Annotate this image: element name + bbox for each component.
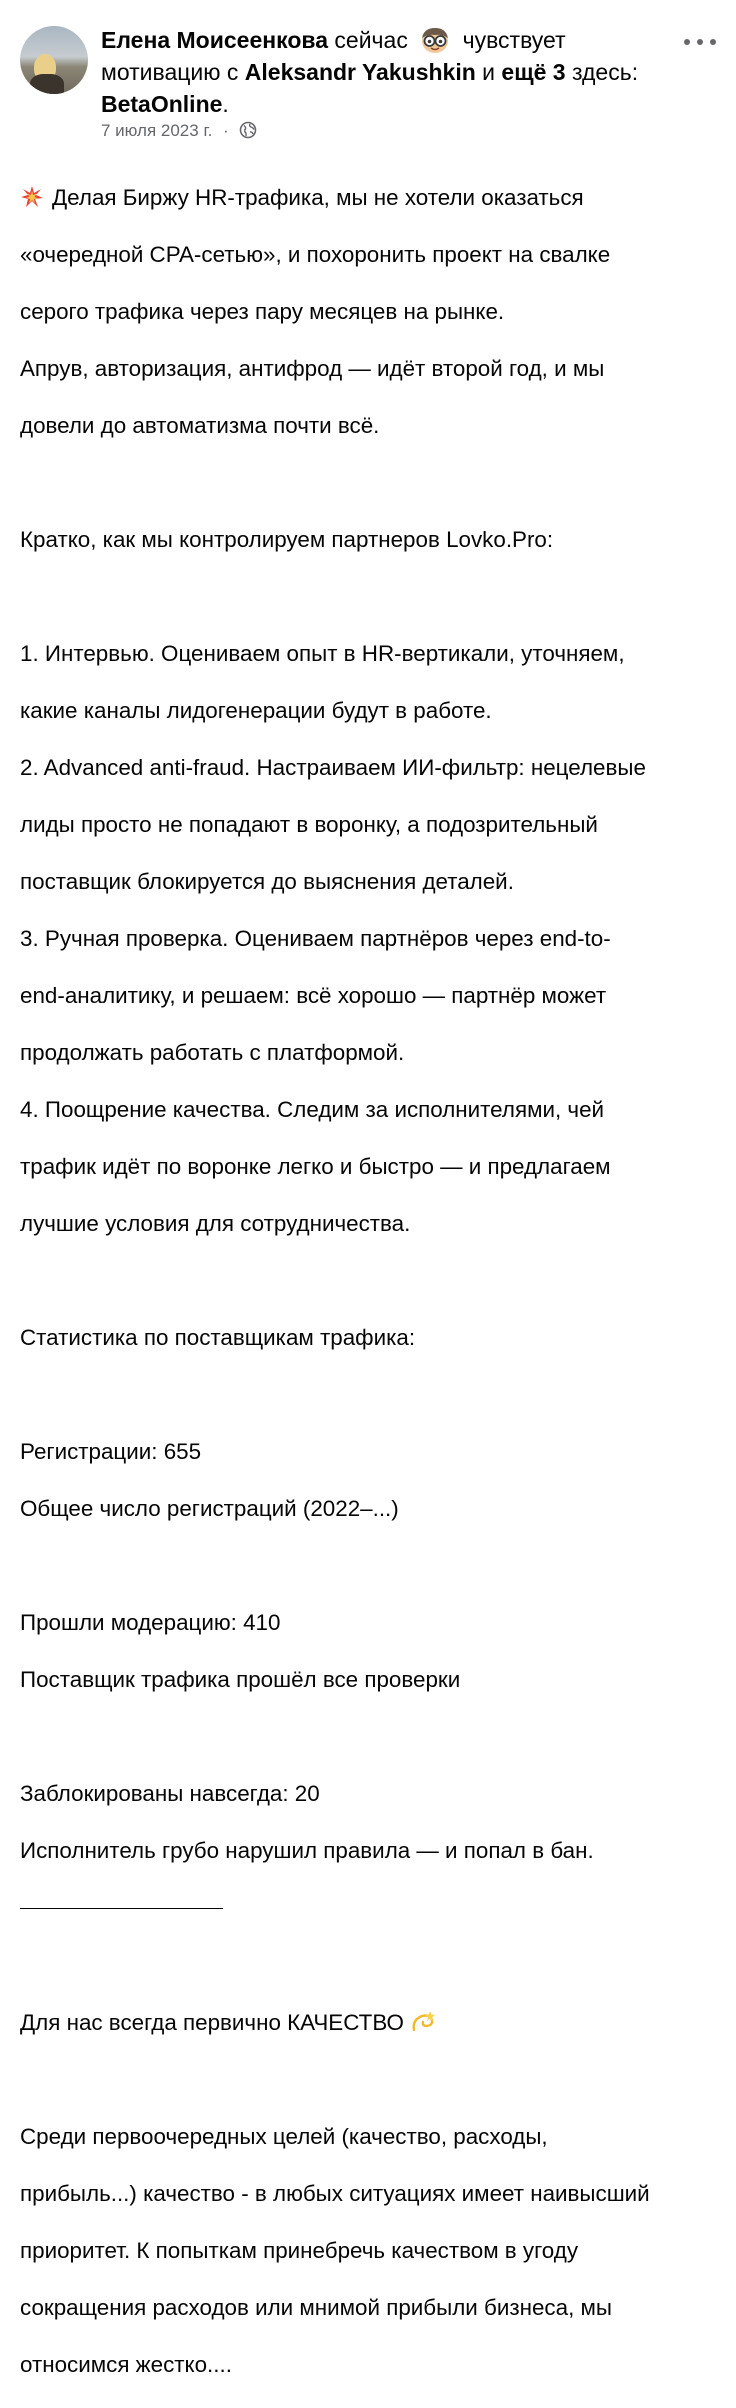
more-options-button[interactable] (680, 28, 720, 56)
post-blank-line (20, 1267, 720, 1296)
post-header (0, 0, 736, 150)
post-blank-line (20, 583, 720, 612)
post-line-4: довели до автоматизма почти всё. (20, 412, 380, 438)
post-line-3: Апрув, авторизация, антифрод — идёт второй год, и мы (20, 355, 605, 381)
dizzy-emoji-icon (410, 2008, 438, 2036)
post-line-0: Делая Биржу HR-трафика, мы не хотели оказаться (20, 184, 720, 213)
stat-blocked: Заблокированы навсегда: 20 (20, 1780, 320, 1806)
author-line (101, 24, 681, 120)
globe-icon[interactable] (239, 121, 257, 139)
stat-moderated-note: Поставщик трафика прошёл все проверки (20, 1666, 461, 1692)
feeling-object: мотивацию с (101, 59, 239, 85)
post-blank-line (20, 2066, 720, 2095)
post-blank-line (20, 1552, 720, 1581)
feeling-verb: чувствует (462, 27, 566, 53)
post-line-17: трафик идёт по воронке легко и быстро — и предлагаем (20, 1153, 611, 1179)
post-closing-line-5: относимся жестко.... (20, 2351, 232, 2377)
meta-separator: · (223, 121, 229, 140)
post-meta (101, 120, 257, 142)
location-period: . (222, 91, 229, 117)
post-closing-line-2: прибыль...) качество - в любых ситуациях имеет наивысший (20, 2180, 650, 2206)
post-line-2: серого трафика через пару месяцев на рынке. (20, 298, 505, 324)
location-prefix: здесь: (571, 59, 639, 85)
conjunction: и (482, 59, 496, 85)
post-line-1: «очередной CPA-сетью», и похоронить проект на свалке (20, 241, 611, 267)
author-avatar[interactable] (20, 26, 88, 94)
post-closing-line-4: сокращения расходов или мнимой прибыли бизнеса, мы (20, 2294, 613, 2320)
post-blank-line (20, 1381, 720, 1410)
more-horizontal-icon (683, 38, 717, 46)
post-line-14: end-аналитику, и решаем: всё хорошо — партнёр может (20, 982, 607, 1008)
post-line-11: лиды просто не попадают в воронку, а подозрительный (20, 811, 598, 837)
post-line-15: продолжать работать с платформой. (20, 1039, 405, 1065)
nerd-face-emoji-icon (418, 26, 452, 54)
avatar-figure-body (30, 74, 64, 94)
stat-registrations: Регистрации: 655 (20, 1438, 202, 1464)
stat-registrations-note: Общее число регистраций (2022–...) (20, 1495, 399, 1521)
post-line-9: какие каналы лидогенерации будут в работе. (20, 697, 492, 723)
post-line-12: поставщик блокируется до выяснения деталей. (20, 868, 514, 894)
divider (20, 1908, 223, 1910)
stat-blocked-note: Исполнитель грубо нарушил правила — и попал в бан. (20, 1837, 594, 1863)
post-line-20: Статистика по поставщикам трафика: (20, 1324, 416, 1350)
post-line-13: 3. Ручная проверка. Оцениваем партнёров через end-to- (20, 925, 611, 951)
collision-emoji-icon (20, 185, 44, 209)
post-closing-line-1: Среди первоочередных целей (качество, расходы, (20, 2123, 548, 2149)
divider-line (20, 1894, 720, 1923)
post-line-8: 1. Интервью. Оцениваем опыт в HR-вертикали, уточняем, (20, 640, 625, 666)
post-status: сейчас (334, 27, 408, 53)
post-date[interactable]: 7 июля 2023 г. (101, 121, 213, 140)
location-link[interactable]: BetaOnline (101, 91, 223, 117)
others-link[interactable]: ещё 3 (501, 59, 566, 85)
post-blank-line (20, 1723, 720, 1752)
post-closing-line-3: приоритет. К попыткам принебречь качеством в угоду (20, 2237, 579, 2263)
post-line-16: 4. Поощрение качества. Следим за исполнителями, чей (20, 1096, 605, 1122)
post-line-10: 2. Advanced anti-fraud. Настраиваем ИИ-фильтр: нецелевые (20, 754, 646, 780)
post-body (20, 155, 720, 2408)
post-line-18: лучшие условия для сотрудничества. (20, 1210, 411, 1236)
author-name[interactable]: Елена Моисеенкова (101, 27, 329, 53)
post-blank-line (20, 1951, 720, 1980)
quality-heading: Для нас всегда первично КАЧЕСТВО (20, 2008, 720, 2038)
stat-moderated: Прошли модерацию: 410 (20, 1609, 281, 1635)
post-blank-line (20, 469, 720, 498)
tagged-person[interactable]: Aleksandr Yakushkin (244, 59, 476, 85)
post-line-6: Кратко, как мы контролируем партнеров Lovko.Pro: (20, 526, 554, 552)
